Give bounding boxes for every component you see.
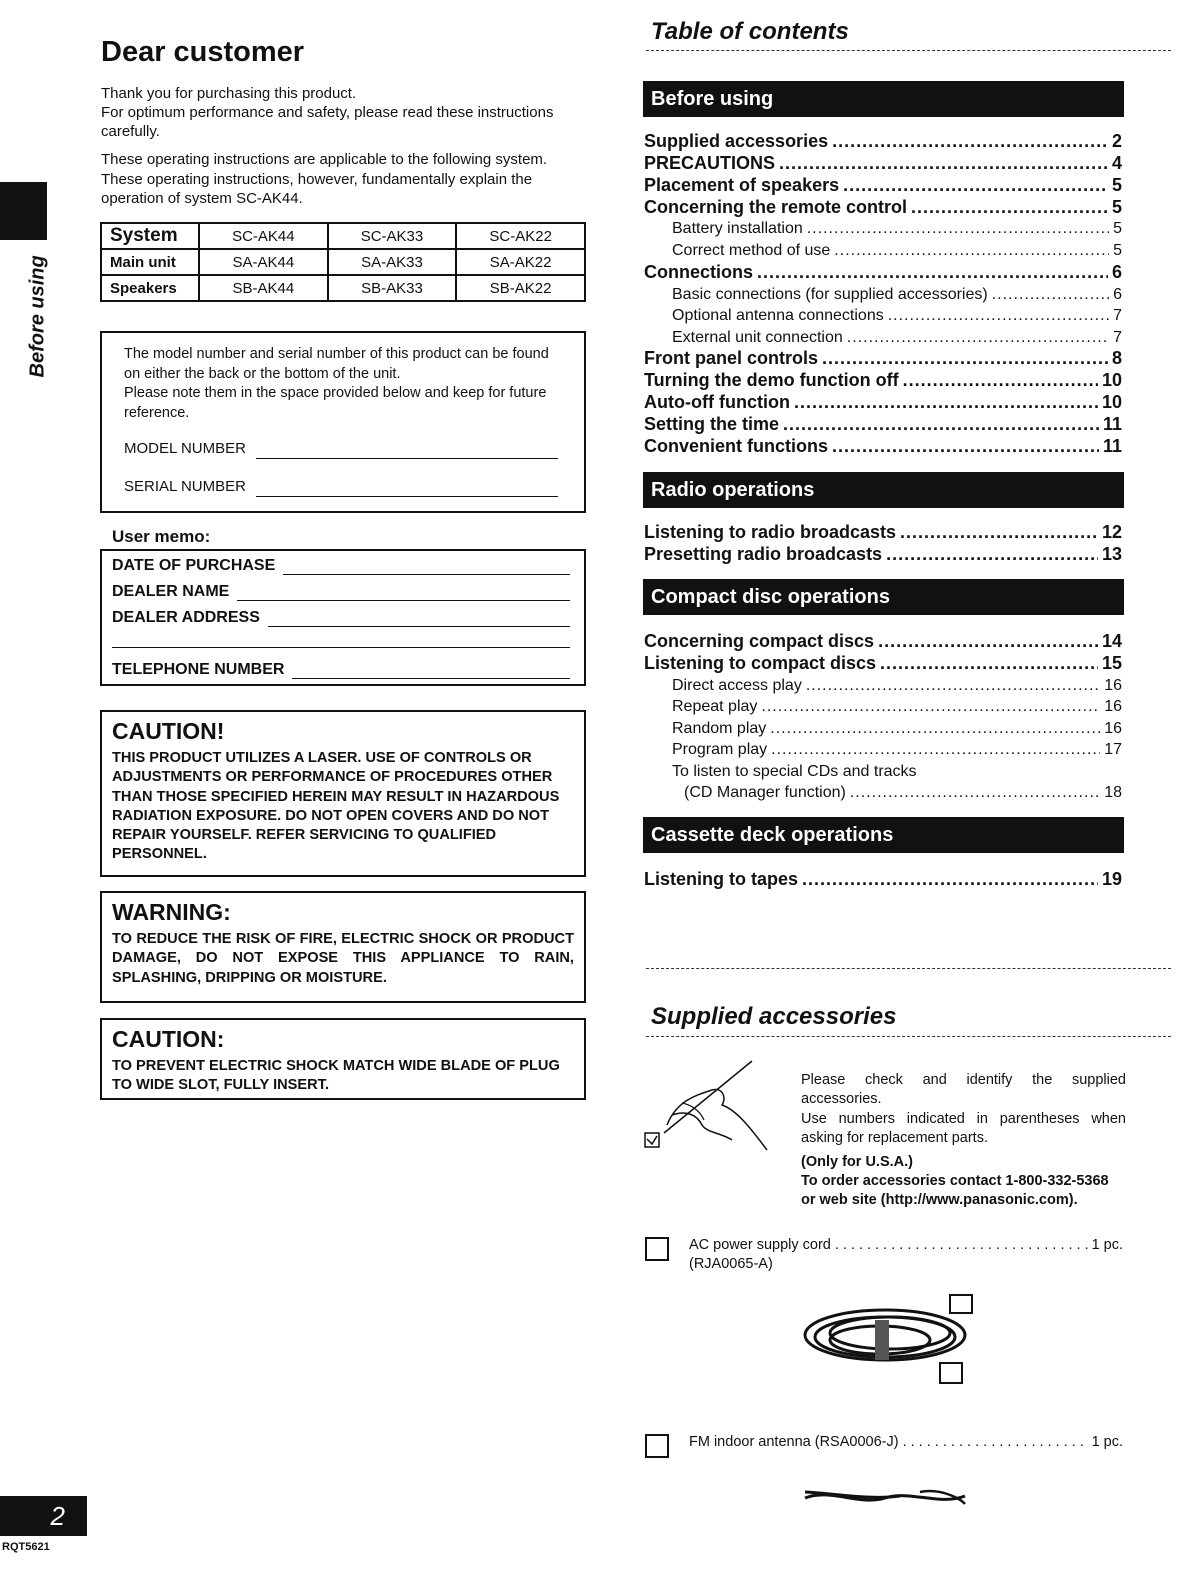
table-cell: System (101, 223, 199, 249)
section-tab-label: Before using (26, 255, 49, 378)
caution-heading: CAUTION: (112, 1026, 225, 1052)
caution-text: TO PREVENT ELECTRIC SHOCK MATCH WIDE BLADE OF PLUG TO WIDE SLOT, FULLY INSERT. (112, 1058, 560, 1094)
item-part: (RJA0065-A) (689, 1256, 773, 1272)
toc-section-cassette: Cassette deck operations (643, 817, 1124, 853)
table-cell: Main unit (101, 249, 199, 275)
toc-section-radio: Radio operations (643, 472, 1124, 508)
fm-antenna-illustration (800, 1478, 970, 1518)
toc-subitem[interactable]: Correct method of use ..... 5 (644, 242, 1122, 260)
memo-label: DEALER ADDRESS (112, 609, 260, 626)
toc-subitem[interactable]: Basic connections (for supplied accessories) ..... 6 (644, 286, 1122, 304)
table-cell: SC-AK33 (328, 223, 457, 249)
table-cell: SA-AK22 (456, 249, 585, 275)
page-title: Dear customer (101, 36, 305, 68)
dealer-address-field[interactable] (112, 609, 570, 627)
toc-subitem[interactable]: Optional antenna connections ..... 7 (644, 307, 1122, 325)
intro-applicable: These operating instructions are applicable to the following system. (101, 151, 548, 168)
warning-text: TO REDUCE THE RISK OF FIRE, ELECTRIC SHOCK OR PRODUCT DAMAGE, DO NOT EXPOSE THIS APPLIANCE TO RAIN, SPLASHING, DRIPPING OR MOISTURE. (112, 931, 574, 986)
table-cell: SC-AK44 (199, 223, 328, 249)
toc-title: Table of contents (651, 18, 849, 45)
order-contact: To order accessories contact 1-800-332-5368 or web site (http://www.panasonic.com). (801, 1173, 1109, 1209)
toc-item[interactable]: Front panel controls ..... 8 (644, 348, 1122, 369)
section-divider (646, 968, 1171, 969)
table-row (101, 275, 585, 301)
warning-box (100, 891, 586, 1003)
date-of-purchase-field[interactable] (112, 557, 570, 575)
toc-item[interactable]: PRECAUTIONS ..... 4 (644, 153, 1122, 174)
memo-label: DEALER NAME (112, 583, 230, 600)
user-memo-box (100, 549, 586, 686)
toc-item[interactable]: Listening to tapes ..... 19 (644, 869, 1122, 890)
serial-number-label: SERIAL NUMBER (124, 478, 246, 495)
toc-item[interactable]: Setting the time ..... 11 (644, 414, 1122, 435)
toc-subitem[interactable]: Direct access play ..... 16 (644, 677, 1122, 695)
document-code: RQT5621 (2, 1541, 50, 1553)
toc-item[interactable]: Concerning compact discs ..... 14 (644, 631, 1122, 652)
plug-caution-box (100, 1018, 586, 1100)
toc-subitem[interactable]: (CD Manager function) ..... 18 (644, 784, 1122, 802)
laser-caution-box (100, 710, 586, 877)
toc-section-compact-disc: Compact disc operations (643, 579, 1124, 615)
serial-number-field[interactable] (124, 477, 558, 497)
section-tab-marker (0, 182, 47, 240)
accessories-check-text: Please check and identify the supplied accessories. (801, 1072, 1126, 1108)
item-name: AC power supply cord (689, 1237, 831, 1253)
address-extra-line (112, 647, 570, 648)
usa-note: (Only for U.S.A.) (801, 1154, 913, 1170)
table-cell: SA-AK33 (328, 249, 457, 275)
table-row (101, 223, 585, 249)
dealer-name-field[interactable] (112, 583, 570, 601)
ac-cord-item (689, 1236, 1123, 1274)
toc-subitem[interactable]: Battery installation ..... 5 (644, 220, 1122, 238)
toc-subitem[interactable]: Repeat play ..... 16 (644, 698, 1122, 716)
table-cell: SB-AK33 (328, 275, 457, 301)
table-cell: SB-AK44 (199, 275, 328, 301)
toc-item[interactable]: Presetting radio broadcasts ..... 13 (644, 544, 1122, 565)
caution-text: THIS PRODUCT UTILIZES A LASER. USE OF CONTROLS OR ADJUSTMENTS OR PERFORMANCE OF PROCEDURES OTHER THAN THOSE SPECIFIED HEREIN MAY RESULT IN HAZARDOUS RADIATION EXPOSURE. DO NOT OPEN COVERS AND DO NOT REPAIR YOURSELF. REFER SERVICING TO QUALIFIED PERSONNEL. (112, 750, 560, 863)
caution-heading: CAUTION! (112, 718, 225, 744)
intro-system: These operating instructions, however, fundamentally explain the operation of system SC-AK44. (101, 171, 533, 207)
title-rule (646, 50, 1171, 51)
accessories-title: Supplied accessories (651, 1003, 897, 1030)
fm-antenna-checkbox[interactable] (645, 1434, 669, 1458)
memo-label: TELEPHONE NUMBER (112, 661, 285, 678)
serial-instructions: The model number and serial number of this product can be found on either the back or the bottom of the unit. (124, 346, 549, 382)
toc-item[interactable]: Listening to radio broadcasts ..... 12 (644, 522, 1122, 543)
checking-hand-icon (642, 1055, 772, 1155)
table-row (101, 249, 585, 275)
item-qty: 1 pc. (1091, 1237, 1123, 1253)
warning-heading: WARNING: (112, 899, 231, 925)
ac-cord-illustration (800, 1285, 990, 1395)
toc-item[interactable]: Listening to compact discs ..... 15 (644, 653, 1122, 674)
toc-item[interactable]: Convenient functions ..... 11 (644, 436, 1122, 457)
item-name: FM indoor antenna (RSA0006-J) (689, 1434, 899, 1450)
item-qty: 1 pc. (1091, 1434, 1123, 1450)
intro-read: For optimum performance and safety, please read these instructions carefully. (101, 104, 554, 140)
model-number-label: MODEL NUMBER (124, 440, 246, 457)
ac-cord-checkbox[interactable] (645, 1237, 669, 1261)
serial-number-box (100, 331, 586, 513)
toc-item[interactable]: Turning the demo function off ..... 10 (644, 370, 1122, 391)
toc-subitem[interactable]: Program play ..... 17 (644, 741, 1122, 759)
toc-subitem[interactable]: External unit connection ..... 7 (644, 329, 1122, 347)
system-table (100, 222, 586, 302)
table-cell: Speakers (101, 275, 199, 301)
telephone-field[interactable] (112, 661, 570, 679)
table-cell: SC-AK22 (456, 223, 585, 249)
page-number: 2 (0, 1496, 87, 1536)
fm-antenna-item (689, 1433, 1123, 1452)
intro-thanks: Thank you for purchasing this product. (101, 85, 357, 102)
toc-item[interactable]: Connections ..... 6 (644, 262, 1122, 283)
toc-item[interactable]: Supplied accessories ..... 2 (644, 131, 1122, 152)
toc-item[interactable]: Auto-off function ..... 10 (644, 392, 1122, 413)
toc-subitem[interactable]: To listen to special CDs and tracks (672, 763, 917, 780)
memo-label: DATE OF PURCHASE (112, 557, 276, 574)
title-rule (646, 1036, 1171, 1037)
toc-section-before-using: Before using (643, 81, 1124, 117)
toc-item[interactable]: Placement of speakers ..... 5 (644, 175, 1122, 196)
accessories-numbers-text: Use numbers indicated in parentheses when asking for replacement parts. (801, 1111, 1126, 1147)
serial-instructions-2: Please note them in the space provided below and keep for future reference. (124, 385, 547, 421)
table-cell: SA-AK44 (199, 249, 328, 275)
toc-subitem[interactable]: Random play ..... 16 (644, 720, 1122, 738)
model-number-field[interactable] (124, 439, 558, 459)
user-memo-title: User memo: (112, 527, 211, 546)
toc-item[interactable]: Concerning the remote control ..... 5 (644, 197, 1122, 218)
table-cell: SB-AK22 (456, 275, 585, 301)
